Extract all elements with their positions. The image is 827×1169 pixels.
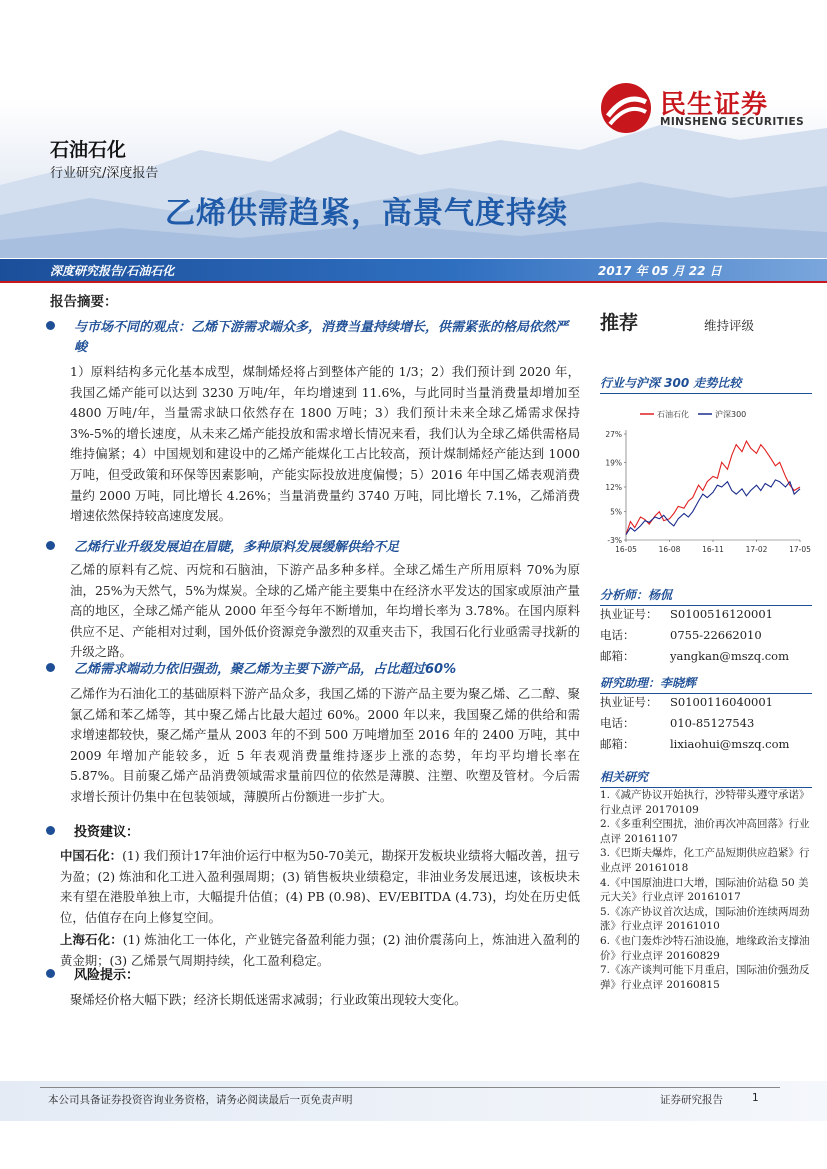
related-item[interactable]: 3.《巴斯夫爆炸，化工产品短期供应趋紧》行业点评 20161018 [600, 847, 810, 874]
related-item[interactable]: 1.《减产协议开始执行，沙特带头遵守承诺》行业点评 20170109 [600, 789, 810, 816]
point-5-text: 聚烯烃价格大幅下跌；经济长期低迷需求减弱；行业政策出现较大变化。 [70, 992, 467, 1007]
footer-disclaimer: 本公司具备证券投资咨询业务资格，请务必阅读最后一页免责声明 [48, 1094, 353, 1106]
point-2-heading: 乙烯行业升级发展迫在眉睫，多种原料发展缓解供给不足 [50, 538, 580, 558]
footer-label: 证券研究报告 [660, 1094, 723, 1106]
assistant-license: 执业证号： S0100116040001 [600, 695, 773, 709]
investment-item-2: 上海石化：(1) 炼油化工一体化，产业链完备盈利能力强；(2) 油价震荡向上，炼油进入盈利的黄金期；(3) 乙烯景气周期持续，化工盈利稳定。 [60, 932, 580, 968]
y-tick-label: 5% [610, 507, 622, 517]
rating-label: 推荐 [600, 312, 639, 334]
bullet-icon [46, 321, 55, 330]
point-3-text: 乙烯作为石油化工的基础原料下游产品众多，我国乙烯的下游产品主要为聚乙烯、乙二醇、聚氯乙烯和苯乙烯等，其中聚乙烯占比最大超过 60%。2000 年以来，我国聚乙烯的供给和需求增速都较快，聚乙烯产量从 2003 年的不到 500 万吨增加至 2016 年的 2400 万吨，其中 2009 年增加产能较多，近 5 年表观消费量维持逐步上涨的态势，年均平均增长率在 5.87%。目前聚乙烯产品消费领域需求量前四位的依然是薄膜、注塑、吹塑及管材。今后需求增长预计仍集中在包装领域，薄膜所占份额进一步扩大。 [70, 686, 580, 804]
related-item[interactable]: 4.《中国原油进口大增，国际油价站稳 50 美元大关》行业点评 20161017 [600, 876, 809, 904]
y-tick-label: -3% [607, 536, 622, 545]
bullet-icon [46, 826, 55, 835]
rating-action: 维持评级 [704, 318, 755, 333]
point-3-heading: 乙烯需求端动力依旧强劲，聚乙烯为主要下游产品，占比超过60% [50, 660, 580, 680]
series-line-petro [626, 441, 800, 535]
point-1-text: 1）原料结构多元化基本成型，煤制烯烃将占到整体产能的 1/3；2）我们预计到 2020 年，我国乙烯产能可以达到 3230 万吨/年，年均增速到 11.6%，与此同时当量消费量却增加至 4800 万吨/年，当量需求缺口依然存在 1800 万吨；3）我们预计未来全球乙烯需求保持 3%-5%的增长速度，从未来乙烯产能投放和需求增长情况来看，我们认为全球乙烯供需格局维持偏紧；4）中国规划和建设中的乙烯产能煤化工占比较高，预计煤制烯烃产能达到 1000 万吨，但受政策和环保等因素影响，产能实际投放进度偏慢；5）2016 年中国乙烯表观消费量约 2000 万吨，同比增长 4.26%；当量消费量约 3740 万吨，同比增长 7.1%，乙烯消费增速依然保持较高速度发展。 [70, 364, 580, 524]
x-tick-label: 16-05 [615, 545, 637, 554]
footer-divider [40, 1087, 780, 1088]
bullet-icon [46, 969, 55, 978]
band-date: 2017 年 05 月 22 日 [598, 264, 722, 278]
bullet-icon [46, 541, 55, 550]
related-heading: 相关研究 [600, 768, 812, 788]
summary-heading: 报告摘要： [50, 294, 118, 310]
divider [0, 281, 827, 283]
assistant-heading: 研究助理：李晓辉 [600, 674, 812, 694]
sector-name: 石油石化 [50, 139, 127, 161]
report-band [0, 259, 827, 281]
chart-title: 行业与沪深 300 走势比较 [600, 374, 812, 394]
point-5-heading: 风险提示： [50, 966, 580, 986]
related-item[interactable]: 5.《冻产协议首次达成，国际油价连续两周劲涨》行业点评 20161010 [600, 905, 810, 933]
assistant-phone: 电话： 010-85127543 [600, 716, 755, 730]
y-tick-label: 19% [605, 458, 622, 468]
assistant-email[interactable]: 邮箱： lixiaohui@mszq.com [600, 737, 790, 751]
logo-icon [600, 82, 652, 134]
series-line-hs300 [626, 480, 800, 535]
investment-item-1: 中国石化：(1) 我们预计17年油价运行中枢为50-70美元，勘探开发板块业绩将大幅改善，扭亏为盈；(2) 炼油和化工进入盈利强周期；(3) 销售板块业绩稳定，非油业务发展迅速，该板块未来有望在港股单独上市，大幅提升估值；(4) PB (0.98)、EV/EBITDA (4.73)，均处在历史低位，估值存在向上修复空间。 [60, 848, 581, 925]
x-tick-label: 16-11 [702, 545, 724, 554]
related-list [600, 788, 812, 992]
point-2-text: 乙烯的原料有乙烷、丙烷和石脑油，下游产品多种多样。全球乙烯生产所用原料 70%为原油，25%为天然气，5%为煤炭。全球的乙烯产能主要集中在经济水平发达的国家或原油产量高的地区，全球乙烯产能从 2000 年至今每年不断增加，年均增长率为 3.78%。在国内原料供应不足、产能相对过剩，国外低价资源竞争激烈的双重夹击下，我国石化行业亟需寻找新的升级之路。 [70, 562, 580, 660]
analyst-heading: 分析师：杨侃 [600, 586, 812, 606]
point-1-heading: 与市场不同的观点：乙烯下游需求端众多，消费当量持续增长，供需紧张的格局依然严峻 [50, 318, 580, 358]
trend-chart [600, 402, 814, 562]
page-title: 乙烯供需趋紧，高景气度持续 [165, 196, 568, 231]
rating-box [600, 308, 812, 340]
band-category: 深度研究报告/石油石化 [50, 264, 175, 278]
page-number: 1 [752, 1092, 759, 1104]
point-4-heading: 投资建议： [50, 823, 580, 843]
related-item[interactable]: 6.《也门轰炸沙特石油设施，地缘政治支撑油价》行业点评 20160829 [600, 934, 810, 962]
report-type: 行业研究/深度报告 [50, 166, 159, 181]
x-tick-label: 17-05 [789, 545, 811, 554]
analyst-info [600, 604, 812, 667]
y-tick-label: 27% [605, 430, 622, 439]
bullet-icon [46, 663, 55, 672]
y-tick-label: 12% [605, 483, 622, 492]
analyst-phone: 电话： 0755-22662010 [600, 628, 762, 642]
related-item[interactable]: 7.《冻产谈判可能下月重启，国际油价强劲反弹》行业点评 20160815 [600, 964, 810, 991]
legend-label: 石油石化 [657, 410, 689, 419]
analyst-license: 执业证号： S0100516120001 [600, 607, 773, 621]
analyst-email[interactable]: 邮箱： yangkan@mszq.com [600, 649, 790, 663]
legend-label: 沪深300 [715, 410, 747, 419]
logo-text-cn: 民生证券 [660, 90, 769, 120]
x-tick-label: 17-02 [745, 545, 768, 554]
logo-text-en: MINSHENG SECURITIES [660, 116, 805, 128]
x-tick-label: 16-08 [658, 545, 681, 554]
assistant-info [600, 692, 812, 755]
related-item[interactable]: 2.《多重利空围扰，油价再次冲高回落》行业点评 20161107 [600, 818, 810, 845]
